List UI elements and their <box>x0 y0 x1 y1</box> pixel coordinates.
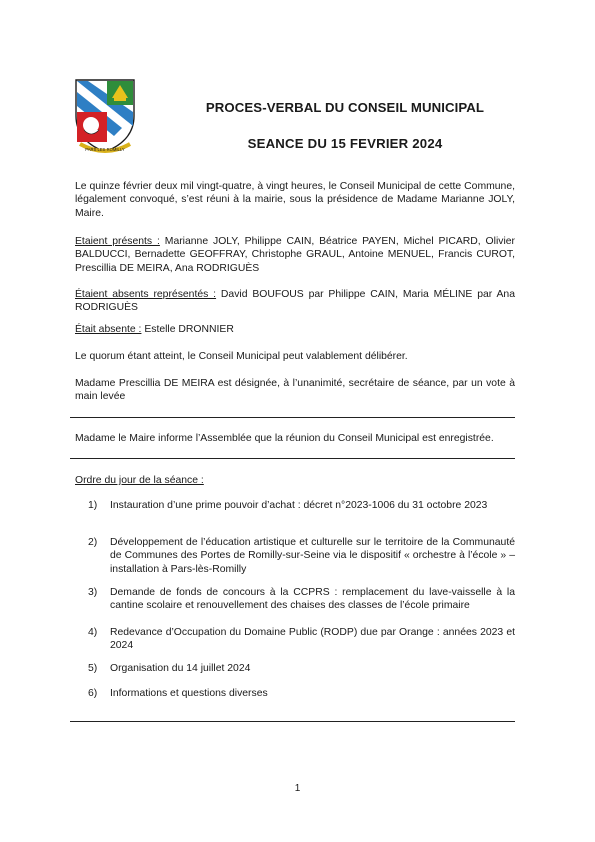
separator-line <box>70 721 515 722</box>
agenda-item-text: Instauration d’une prime pouvoir d’achat : décret n°2023-1006 du 31 octobre 2023 <box>110 500 488 511</box>
quorum-paragraph: Le quorum étant atteint, le Conseil Municipal peut valablement délibérer. <box>75 351 408 362</box>
crest-motto: PARS LES ROMILLY <box>85 147 125 152</box>
page-number: 1 <box>294 783 301 794</box>
agenda-item <box>88 586 515 613</box>
document-title: PROCES-VERBAL DU CONSEIL MUNICIPAL <box>205 100 485 115</box>
agenda-item-text: Redevance d’Occupation du Domaine Public (RODP) due par Orange : années 2023 et 2024 <box>110 627 515 652</box>
separator-line <box>70 458 515 459</box>
recording-paragraph: Madame le Maire informe l’Assemblée que la réunion du Conseil Municipal est enregistrée. <box>75 433 494 444</box>
separator-line <box>70 417 515 418</box>
agenda-item-text: Informations et questions diverses <box>110 688 268 699</box>
agenda-heading-text: Ordre du jour de la séance : <box>75 475 204 486</box>
absente-name: Estelle DRONNIER <box>141 324 234 335</box>
agenda-item <box>88 662 515 675</box>
agenda-item-text: Demande de fonds de concours à la CCPRS : remplacement du lave-vaisselle à la cantine scolaire et renouvellement des chaises des classes de l’école primaire <box>110 587 515 612</box>
agenda-item-number: 2) <box>88 537 98 548</box>
agenda-item-number: 6) <box>88 688 98 699</box>
absente-label: Était absente : <box>75 324 142 335</box>
presents-list: Marianne JOLY, Philippe CAIN, Béatrice PAYEN, Michel PICARD, Olivier BALDUCCI, Bernadette GEOFFRAY, Christophe GRAUL, Antoine MENUEL, Francis CUROT, Prescillia DE MEIRA, Ana RODRIGUÈS <box>75 236 515 274</box>
secretary-paragraph: Madame Prescillia DE MEIRA est désignée, à l’unanimité, secrétaire de séance, par un vote à main levée <box>75 378 515 403</box>
absents-represented-label: Étaient absents représentés : <box>75 289 217 300</box>
intro-paragraph: Le quinze février deux mil vingt-quatre, à vingt heures, le Conseil Municipal de cette Commune, légalement convoqué, s’est réuni à la mairie, sous la présidence de Madame Marianne JOLY, Maire. <box>75 181 515 219</box>
document-header <box>150 100 540 151</box>
municipal-coat-of-arms <box>74 78 136 156</box>
agenda-item <box>88 536 515 576</box>
agenda-item-number: 5) <box>88 663 98 674</box>
absents-represented-paragraph <box>75 288 515 315</box>
agenda-item <box>88 687 515 700</box>
absente-paragraph <box>75 323 515 336</box>
seance-date: SEANCE DU 15 FEVRIER 2024 <box>247 136 443 151</box>
agenda-item <box>88 499 515 512</box>
absents-represented-list: David BOUFOUS par Philippe CAIN, Maria MÉLINE par Ana RODRIGUÈS <box>75 289 515 314</box>
presents-paragraph <box>75 235 515 275</box>
agenda-heading <box>75 474 515 487</box>
agenda-item-number: 1) <box>88 500 98 511</box>
agenda-item-text: Développement de l’éducation artistique et culturelle sur le territoire de la Communauté de Communes des Portes de Romilly-sur-Seine via le dispositif « orchestre à l’école » – installation à Pars-lès-Romilly <box>110 537 515 575</box>
agenda-item-number: 3) <box>88 587 98 598</box>
presents-label: Etaient présents : <box>75 236 160 247</box>
agenda-item-number: 4) <box>88 627 98 638</box>
agenda-item <box>88 626 515 653</box>
agenda-item-text: Organisation du 14 juillet 2024 <box>110 663 251 674</box>
